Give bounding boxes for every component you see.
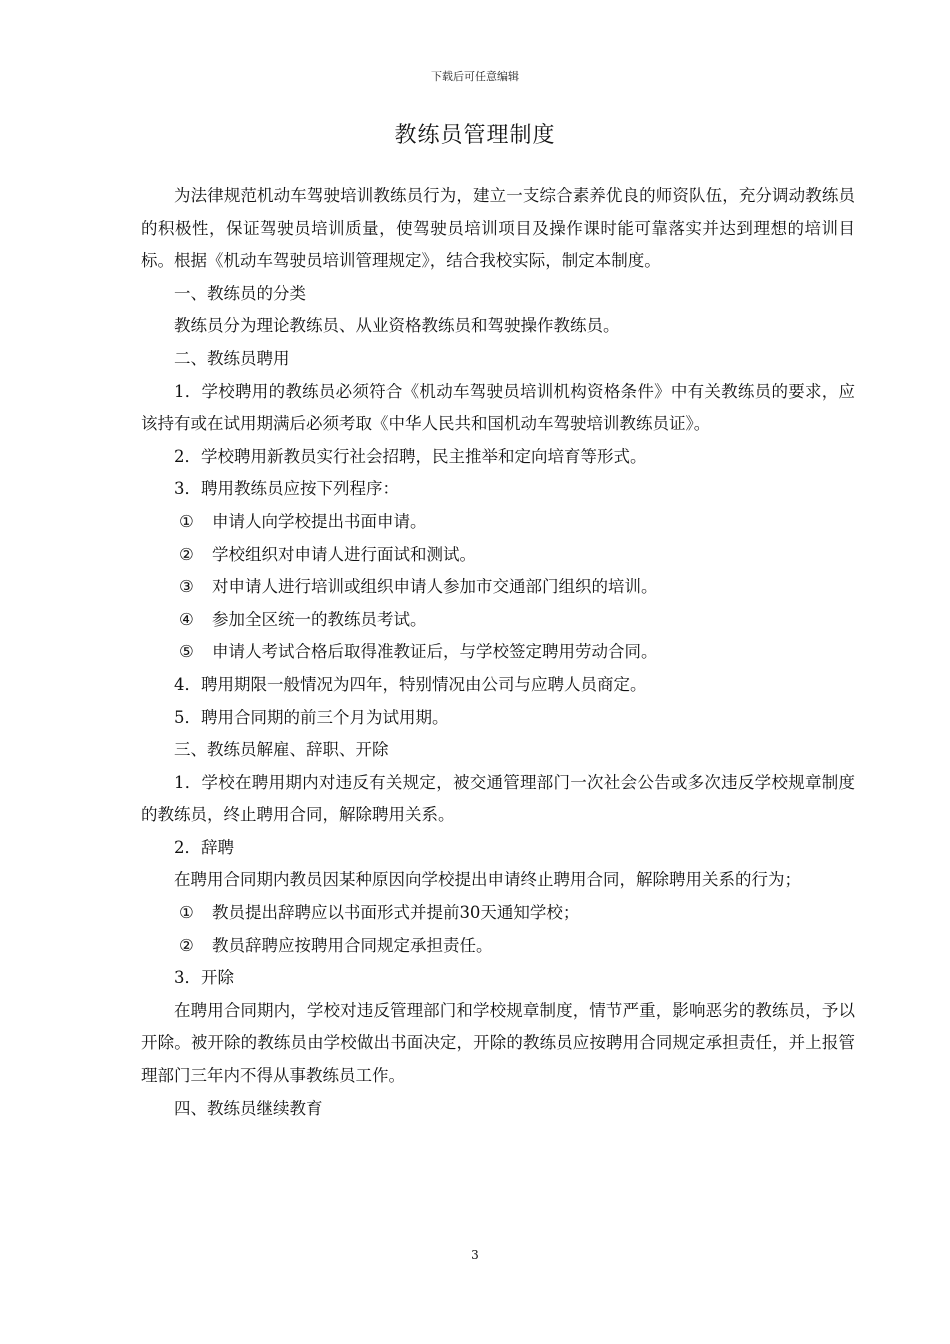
paragraph: 2．学校聘用新教员实行社会招聘，民主推举和定向培育等形式。	[174, 446, 647, 466]
paragraph: 1．学校聘用的教练员必须符合《机动车驾驶员培训机构资格条件》中有关教练员的要求，应该持有或在试用期满后必须考取《中华人民共和国机动车驾驶培训教练员证》。	[141, 381, 855, 434]
list-item	[141, 636, 855, 669]
intro-paragraph: 为法律规范机动车驾驶培训教练员行为，建立一支综合素养优良的师资队伍，充分调动教练员的积极性，保证驾驶员培训质量，使驾驶员培训项目及操作课时能可靠落实并达到理想的培训目标。根据《机动车驾驶员培训管理规定》，结合我校实际，制定本制度。	[141, 186, 855, 271]
list-item	[141, 897, 855, 930]
document-title: 教练员管理制度	[394, 123, 556, 148]
section-heading-dismissal: 三、教练员解雇、辞职、开除	[174, 740, 389, 760]
list-marker: ⑤	[178, 642, 194, 662]
list-item-text: 参加全区统一的教练员考试。	[211, 609, 427, 629]
list-item-text: 申请人向学校提出书面申请。	[211, 511, 427, 531]
paragraph: 在聘用合同期内，学校对违反管理部门和学校规章制度，情节严重，影响恶劣的教练员，予以开除。被开除的教练员由学校做出书面决定，开除的教练员应按聘用合同规定承担责任，并上报管理部门三年内不得从事教练员工作。	[141, 1000, 855, 1086]
list-item	[141, 506, 855, 539]
page-number: 3	[471, 1248, 479, 1262]
list-marker: ①	[178, 511, 194, 531]
document-body	[141, 180, 855, 1125]
list-marker: ②	[178, 544, 194, 564]
paragraph: 5．聘用合同期的前三个月为试用期。	[174, 707, 449, 727]
paragraph: 在聘用合同期内教员因某种原因向学校提出申请终止聘用合同，解除聘用关系的行为；	[174, 870, 801, 890]
paragraph: 1．学校在聘用期内对违反有关规定，被交通管理部门一次社会公告或多次违反学校规章制度的教练员，终止聘用合同，解除聘用关系。	[141, 772, 855, 825]
list-item	[141, 604, 855, 637]
paragraph: 3．开除	[174, 968, 234, 988]
list-item	[141, 571, 855, 604]
list-item-text: 对申请人进行培训或组织申请人参加市交通部门组织的培训。	[211, 577, 658, 597]
list-item-text: 教员提出辞聘应以书面形式并提前30天通知学校；	[211, 903, 580, 923]
list-item	[141, 539, 855, 572]
section-heading-continuing-education: 四、教练员继续教育	[174, 1098, 323, 1118]
list-item-text: 申请人考试合格后取得准教证后，与学校签定聘用劳动合同。	[211, 642, 658, 662]
list-marker: ①	[178, 903, 194, 923]
paragraph: 2．辞聘	[174, 837, 234, 857]
section-heading-hiring: 二、教练员聘用	[174, 348, 290, 368]
paragraph: 3．聘用教练员应按下列程序：	[174, 479, 399, 499]
header-note: 下载后可任意编辑	[431, 70, 519, 83]
list-item-text: 教员辞聘应按聘用合同规定承担责任。	[211, 935, 493, 955]
list-marker: ④	[178, 609, 194, 629]
paragraph: 4．聘用期限一般情况为四年，特别情况由公司与应聘人员商定。	[174, 674, 647, 694]
paragraph: 教练员分为理论教练员、从业资格教练员和驾驶操作教练员。	[174, 316, 620, 336]
list-marker: ③	[178, 577, 194, 597]
list-item-text: 学校组织对申请人进行面试和测试。	[211, 544, 476, 564]
list-marker: ②	[178, 935, 194, 955]
list-item	[141, 930, 855, 963]
section-heading-classification: 一、教练员的分类	[174, 283, 306, 303]
